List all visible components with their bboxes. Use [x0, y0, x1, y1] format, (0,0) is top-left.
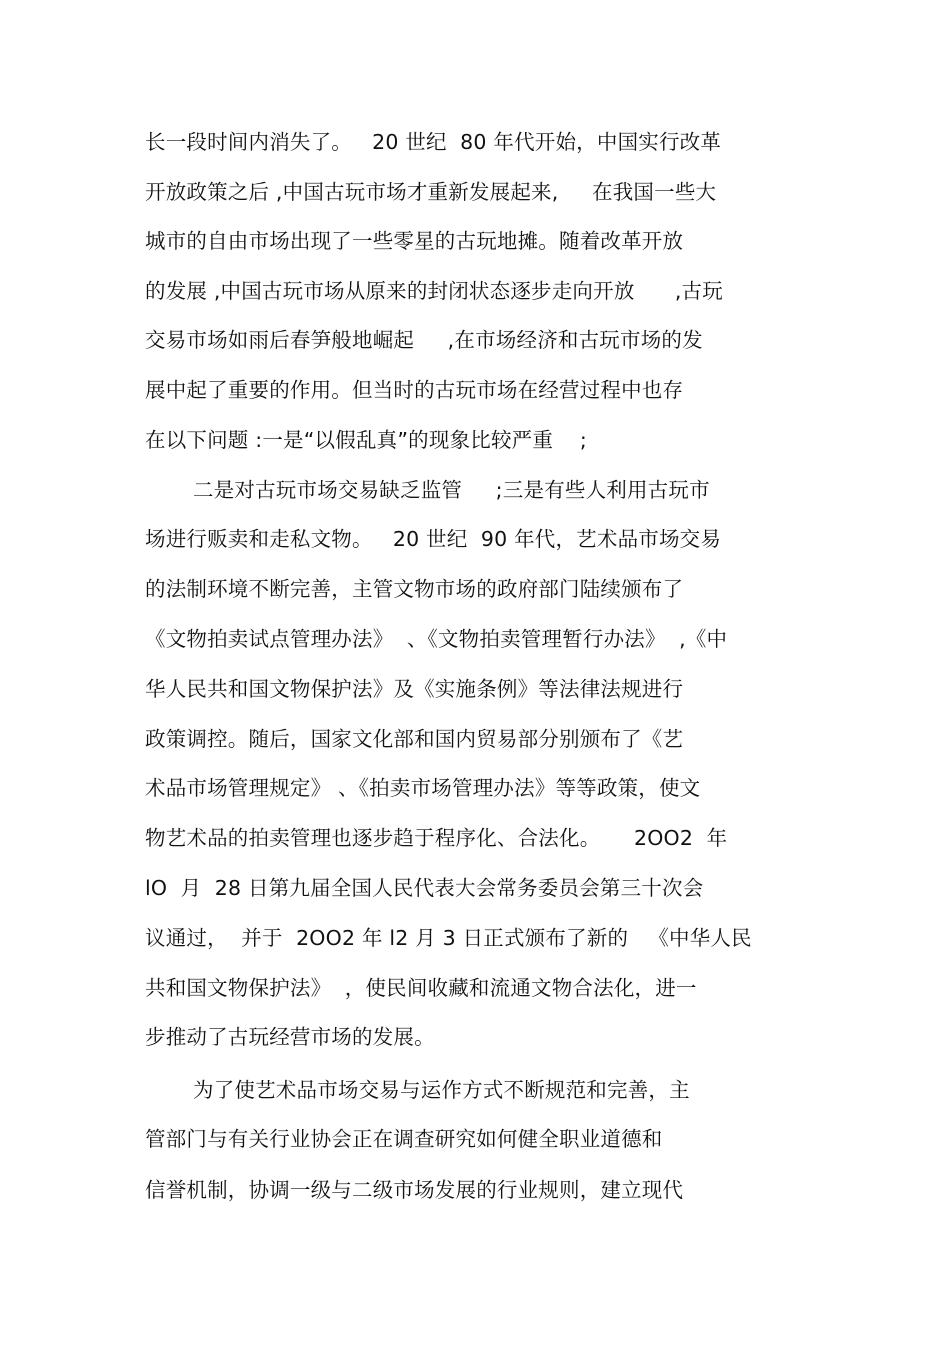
text-line: 城市的自由市场出现了一些零星的古玩地摊。随着改革开放 — [145, 229, 684, 253]
text-line: 管部门与有关行业协会正在调查研究如何健全职业道德和 — [145, 1127, 663, 1151]
text-line: 共和国文物保护法》 ，使民间收藏和流通文物合法化，进一 — [145, 976, 697, 1000]
text-line: 物艺术品的拍卖管理也逐步趋于程序化、合法化。 2OO2 年 — [145, 826, 728, 850]
text-line: 术品市场管理规定》 、《拍卖市场管理办法》等等政策，使文 — [145, 776, 701, 800]
text-line: 二是对古玩市场交易缺乏监管 ;三是有些人利用古玩市 — [193, 478, 710, 502]
text-line: 《文物拍卖试点管理办法》 、《文物拍卖管理暂行办法》 ,《中 — [145, 627, 728, 651]
text-line: 展中起了重要的作用。但当时的古玩市场在经营过程中也存 — [145, 378, 684, 402]
text-line: 华人民共和国文物保护法》及《实施条例》等法律法规进行 — [145, 677, 684, 701]
text-line: lO 月 28 日第九届全国人民代表大会常务委员会第三十次会 — [145, 876, 704, 900]
text-line: 交易市场如雨后春笋般地崛起 ,在市场经济和古玩市场的发 — [145, 328, 703, 352]
text-line: 开放政策之后 ,中国古玩市场才重新发展起来, 在我国一些大 — [145, 180, 717, 204]
text-line: 信誉机制，协调一级与二级市场发展的行业规则，建立现代 — [145, 1178, 684, 1202]
text-line: 为了使艺术品市场交易与运作方式不断规范和完善，主 — [193, 1078, 690, 1102]
text-line: 的发展 ,中国古玩市场从原来的封闭状态逐步走向开放 ,古玩 — [145, 279, 723, 303]
text-line: 的法制环境不断完善，主管文物市场的政府部门陆续颁布了 — [145, 577, 684, 601]
text-line: 在以下问题 :一是“以假乱真”的现象比较严重 ; — [145, 428, 588, 452]
text-line: 场进行贩卖和走私文物。 20 世纪 90 年代，艺术品市场交易 — [145, 527, 722, 551]
text-line: 议通过， 并于 2OO2 年 l2 月 3 日正式颁布了新的 《中华人民 — [145, 926, 752, 950]
text-line: 长一段时间内消失了。 20 世纪 80 年代开始，中国实行改革 — [145, 130, 722, 154]
text-line: 步推动了古玩经营市场的发展。 — [145, 1025, 435, 1049]
text-line: 政策调控。随后，国家文化部和国内贸易部分别颁布了《艺 — [145, 727, 684, 751]
